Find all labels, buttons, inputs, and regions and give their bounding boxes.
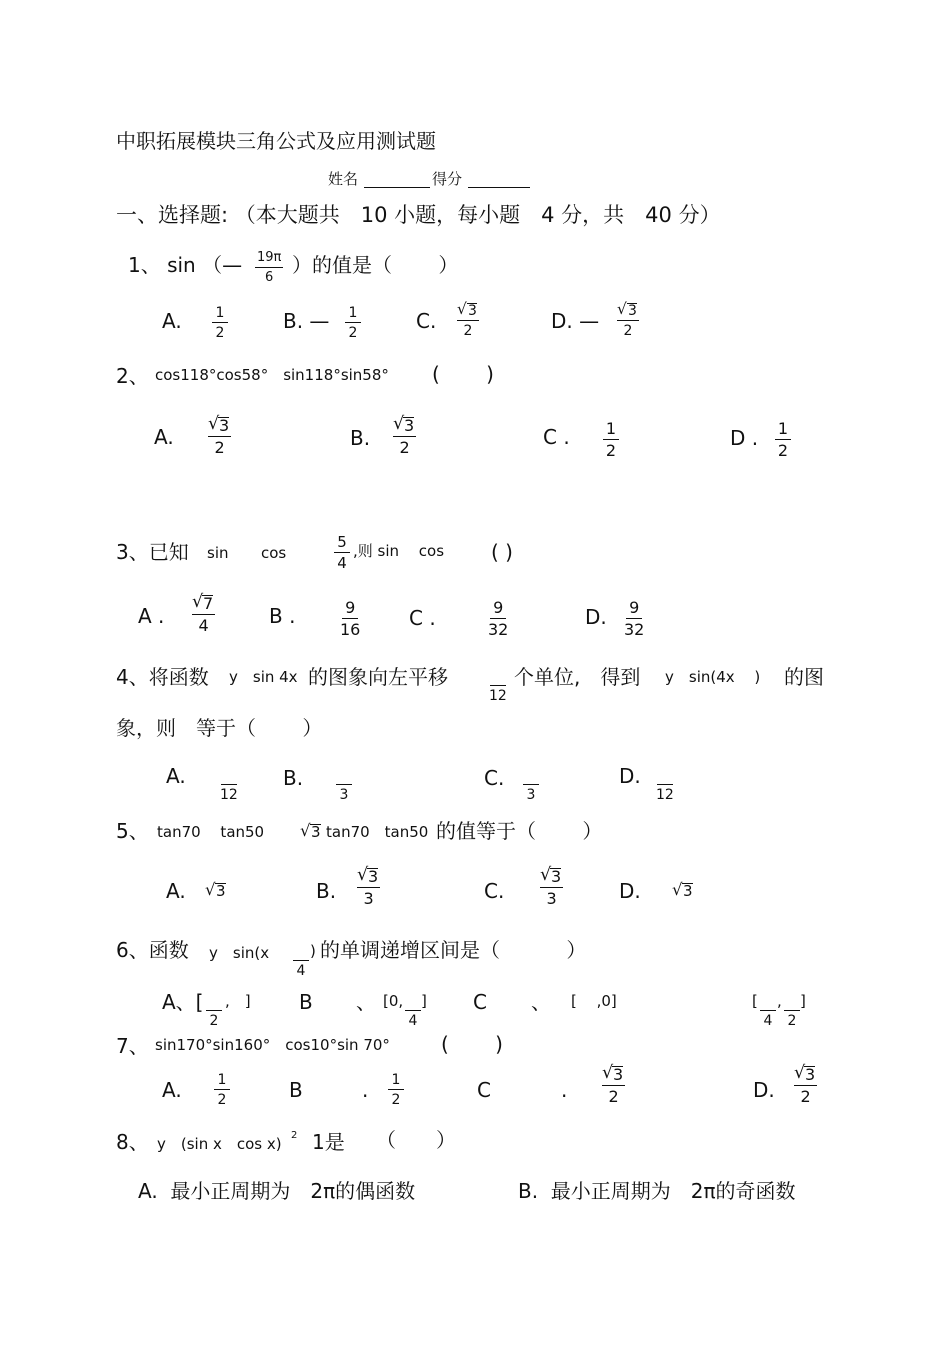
q4-option-b: B. xyxy=(283,766,304,790)
q3-option-c-value: $\frac{9}{32}$ xyxy=(488,598,509,639)
document-title: 中职拓展模块三角公式及应用测试题 xyxy=(116,129,436,153)
q6-option-a: A、[ xyxy=(162,990,204,1014)
q4-expr-2: y sin(4x ) xyxy=(665,668,761,686)
q3-paren: ( ) xyxy=(491,540,513,564)
q5-option-d-value: √ 3 xyxy=(674,884,693,899)
q7-option-c-dot: . xyxy=(561,1078,568,1102)
q7-option-b-dot: . xyxy=(362,1078,369,1102)
q4-fraction: 12 xyxy=(489,669,507,703)
q6-option-c-sep: 、 xyxy=(531,990,551,1014)
q7-expression: sin170°sin160° cos10°sin 70° xyxy=(155,1036,390,1054)
q7-option-c: C xyxy=(477,1078,491,1102)
q6-expr-1: y sin(x xyxy=(209,944,270,962)
q6-option-d-end: ] xyxy=(800,992,806,1010)
q1-option-c-value: √ $\frac{3}{2}$ xyxy=(457,304,479,338)
q2-option-d: D . xyxy=(730,426,759,450)
q5-tail: 的值等于（ ） xyxy=(436,819,603,843)
q4-option-a-value: 12 xyxy=(220,768,238,802)
q7-option-b: B xyxy=(289,1078,303,1102)
q8-exponent: 2 xyxy=(291,1130,298,1141)
q6-option-a-value: 2 xyxy=(206,994,222,1028)
q5-option-a: A. xyxy=(166,879,186,903)
q4-option-d: D. xyxy=(619,764,641,788)
q7-option-b-value: $\frac{1}{2}$ xyxy=(388,1073,404,1107)
q3-option-d-value: $\frac{9}{32}$ xyxy=(624,598,645,639)
q4-lead: 4、将函数 xyxy=(116,665,209,689)
score-blank xyxy=(468,187,530,188)
q1-option-b: B. — xyxy=(283,309,330,333)
q4-option-c: C. xyxy=(484,766,505,790)
q6-lead: 6、函数 xyxy=(116,938,189,962)
q2-option-a: A. xyxy=(154,425,174,449)
q6-option-d-value: [ xyxy=(752,992,758,1010)
q6-expr-2: ) xyxy=(310,942,316,960)
q7-option-a-value: $\frac{1}{2}$ xyxy=(214,1073,230,1107)
q3-option-d: D. xyxy=(585,605,607,629)
q5-option-c: C. xyxy=(484,879,505,903)
q6-option-d-mid: , xyxy=(777,992,782,1010)
q5-option-c-value: √ $\frac{3}{3}$ xyxy=(540,869,563,907)
q3-expr-sin: sin xyxy=(207,544,229,562)
q1-option-a-value: $\frac{1}{2}$ xyxy=(212,306,228,340)
name-blank xyxy=(364,187,430,188)
q4-line-2: 象，则 等于（ ） xyxy=(116,716,323,740)
q6-option-b-fraction: 4 xyxy=(405,994,421,1028)
q3-expr-cos: cos xyxy=(261,544,287,562)
q7-paren: ( ) xyxy=(441,1032,503,1056)
q5-option-b-value: √ $\frac{3}{3}$ xyxy=(357,869,380,907)
q5-option-d: D. xyxy=(619,879,641,903)
q6-option-c-value: [ ,0] xyxy=(571,992,617,1010)
q2-lead: 2、 xyxy=(116,364,149,388)
q4-option-c-value: 3 xyxy=(523,768,539,802)
q7-option-c-value: √ $\frac{3}{2}$ xyxy=(602,1067,625,1105)
q6-option-d-fraction-2: 2 xyxy=(784,994,800,1028)
q5-expr-2: tan70 tan50 xyxy=(326,823,429,841)
q3-option-b: B . xyxy=(269,604,296,628)
q2-option-c: C . xyxy=(543,425,570,449)
q1-option-a: A. xyxy=(162,309,182,333)
q1-tail: ）的值是（ ） xyxy=(292,253,459,277)
q3-option-b-value: $\frac{9}{16}$ xyxy=(340,598,361,639)
q4-text-2: 个单位, 得到 xyxy=(514,665,641,689)
q8-option-b: B. 最小正周期为 2π的奇函数 xyxy=(518,1179,796,1203)
q8-lead: 8、 xyxy=(116,1130,149,1154)
q4-text-1: 的图象向左平移 xyxy=(308,665,448,689)
q1-option-d-value: √ $\frac{3}{2}$ xyxy=(617,304,639,338)
q2-option-a-value: √ $\frac{3}{2}$ xyxy=(208,418,231,456)
q6-option-c: C xyxy=(473,990,487,1014)
q1-lead: 1、 sin （— xyxy=(128,253,243,277)
q8-option-a: A. 最小正周期为 2π的偶函数 xyxy=(138,1179,416,1203)
q6-tail: 的单调递增区间是（ ） xyxy=(320,938,587,962)
q6-fraction: 4 xyxy=(293,944,309,978)
q7-option-d: D. xyxy=(753,1078,775,1102)
q2-expression: cos118°cos58° sin118°sin58° xyxy=(155,366,389,384)
q8-expression-2: 1是 xyxy=(312,1130,345,1154)
section-heading: 一、选择题: （本大题共 10 小题，每小题 4 分，共 40 分） xyxy=(116,203,721,227)
score-label: 得分 xyxy=(432,170,463,188)
q6-option-b: B xyxy=(299,990,313,1014)
q8-paren: （ ） xyxy=(376,1128,456,1152)
q6-option-b-sep: 、 xyxy=(356,990,376,1014)
q2-option-d-value: $\frac{1}{2}$ xyxy=(775,421,791,459)
q1-option-c: C. xyxy=(416,309,437,333)
q3-option-a-value: √ $\frac{7}{4}$ xyxy=(192,596,215,634)
q6-option-a-end: , ] xyxy=(225,992,251,1010)
q2-option-b-value: √ $\frac{3}{2}$ xyxy=(393,418,416,456)
q5-option-b: B. xyxy=(316,879,337,903)
q7-option-d-value: √ $\frac{3}{2}$ xyxy=(794,1067,817,1105)
name-label: 姓名 xyxy=(328,170,359,188)
q4-expr-1: y sin 4x xyxy=(229,668,298,686)
q6-option-b-value: [0, xyxy=(383,992,404,1010)
q3-mid: ,则 sin cos xyxy=(353,542,445,560)
q7-lead: 7、 xyxy=(116,1034,149,1058)
q3-option-c: C . xyxy=(409,606,436,630)
q3-lead: 3、已知 xyxy=(116,540,189,564)
q5-expr-1: tan70 tan50 xyxy=(157,823,284,841)
q6-option-b-end: ] xyxy=(421,992,427,1010)
q7-option-a: A. xyxy=(162,1078,182,1102)
q3-fraction: $\frac{5}{4}$ xyxy=(334,535,350,571)
q8-expression: y (sin x cos x) xyxy=(157,1135,282,1153)
q5-sqrt: √ 3 xyxy=(302,825,321,840)
q2-option-c-value: $\frac{1}{2}$ xyxy=(603,421,619,459)
q3-option-a: A . xyxy=(138,604,165,628)
q4-text-3: 的图 xyxy=(784,665,824,689)
q4-option-a: A. xyxy=(166,764,186,788)
q2-paren: ( ) xyxy=(432,362,494,386)
q1-option-d: D. — xyxy=(551,309,600,333)
q4-option-d-value: 12 xyxy=(656,768,674,802)
q2-option-b: B. xyxy=(350,426,371,450)
q1-fraction: $\frac{19\pi}{6}$ xyxy=(257,250,282,285)
q1-option-b-value: $\frac{1}{2}$ xyxy=(345,306,361,340)
q6-option-d-fraction-1: 4 xyxy=(760,994,776,1028)
q4-option-b-value: 3 xyxy=(336,768,352,802)
q5-lead: 5、 xyxy=(116,819,149,843)
q5-option-a-value: √ 3 xyxy=(207,884,226,899)
